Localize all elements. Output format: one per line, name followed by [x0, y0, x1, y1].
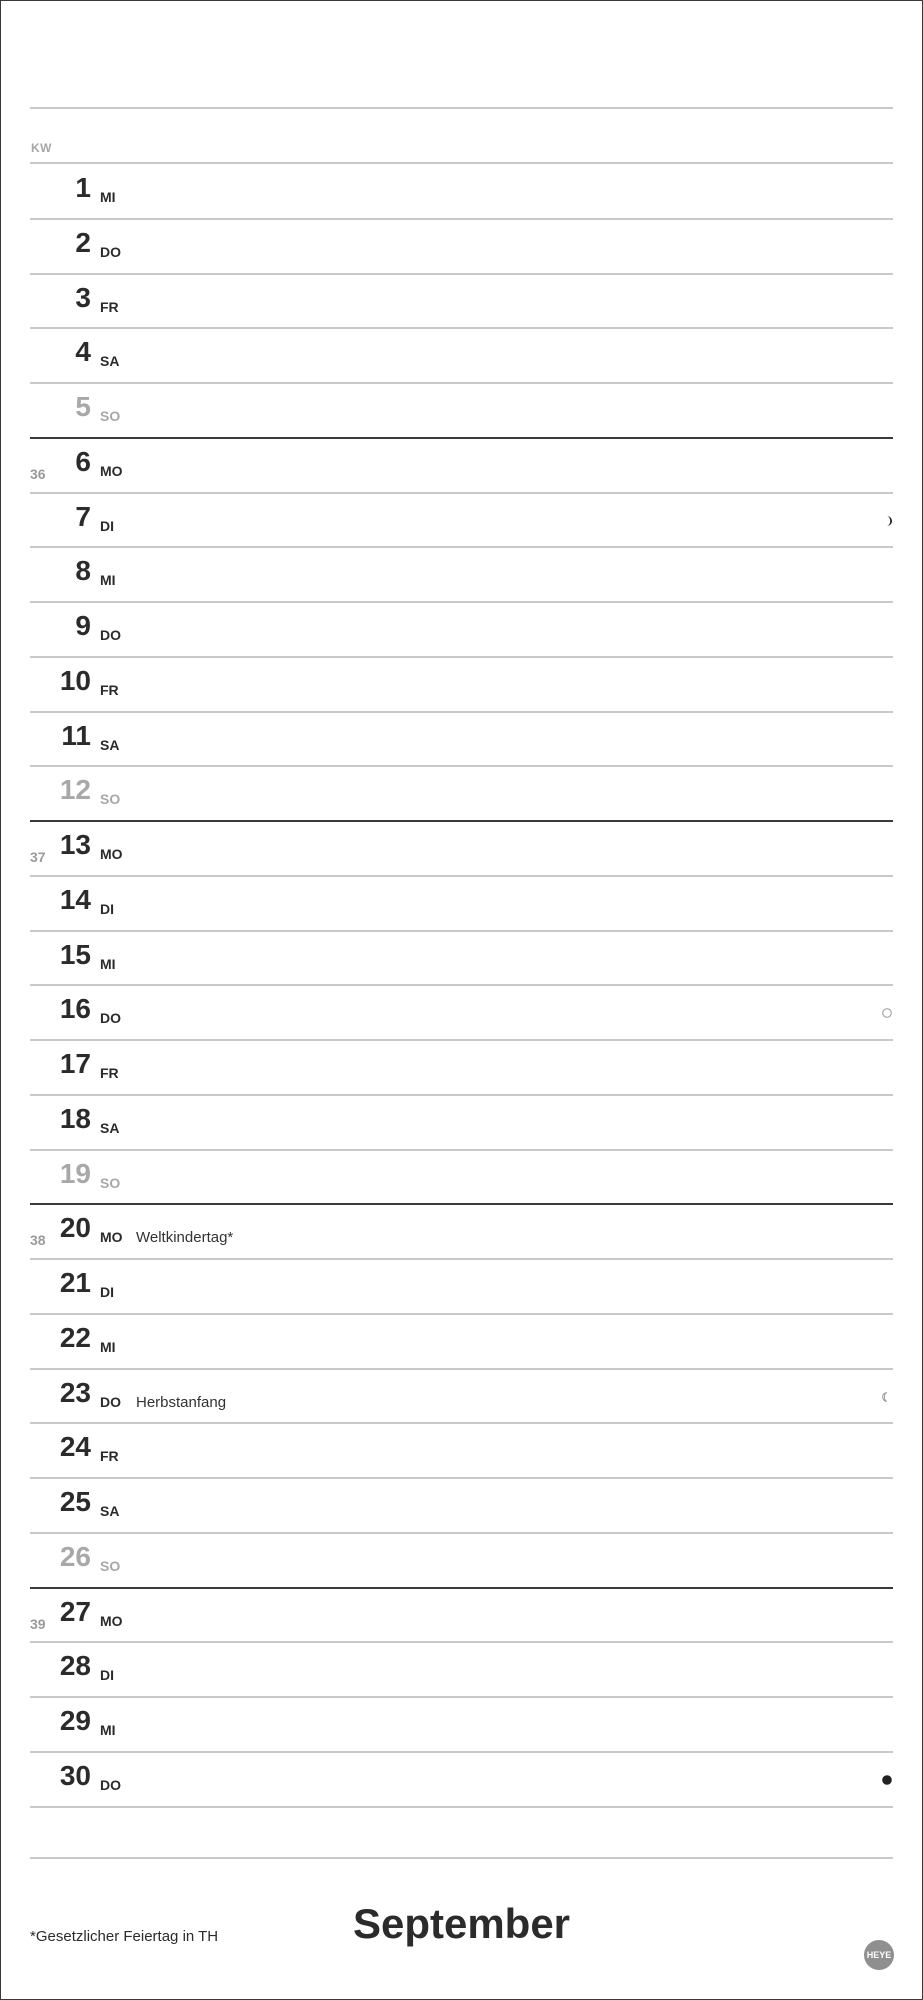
- heye-logo: HEYE: [864, 1940, 894, 1970]
- day-row: [0, 985, 923, 1040]
- day-number: 5: [75, 391, 91, 422]
- weekday-label: DI: [100, 1284, 114, 1300]
- day-number: 20: [59, 1212, 91, 1244]
- top-rule: [30, 107, 893, 109]
- day-row: [0, 547, 923, 602]
- weekday-label: MO: [100, 1229, 123, 1246]
- day-number: 17: [59, 1048, 91, 1079]
- day-number: 1: [75, 172, 91, 203]
- day-row: [0, 1478, 923, 1533]
- day-row: [0, 1642, 923, 1697]
- weekday-label: MI: [100, 955, 116, 972]
- weekday-label: MI: [100, 1722, 116, 1738]
- weekday-label: FR: [100, 298, 119, 315]
- last-quarter-moon-icon: [882, 1389, 892, 1399]
- day-row: [0, 1204, 923, 1259]
- holiday-footnote: *Gesetzlicher Feiertag in TH: [30, 1928, 219, 1945]
- day-number: 18: [59, 1102, 91, 1134]
- weekday-label: SA: [100, 736, 120, 753]
- day-number: 21: [59, 1267, 91, 1298]
- weekday-label: DO: [100, 1776, 121, 1793]
- week-number: 37: [30, 849, 46, 865]
- weekday-label: MO: [100, 1612, 123, 1629]
- day-row: [0, 657, 923, 712]
- day-number: 14: [59, 883, 91, 915]
- weekday-label: MI: [100, 189, 116, 205]
- day-row: [0, 328, 923, 383]
- full-moon-icon: [882, 1005, 892, 1015]
- day-row: [0, 219, 923, 274]
- weekday-label: SA: [100, 353, 120, 370]
- day-number: 4: [75, 336, 91, 368]
- day-row: [0, 1040, 923, 1095]
- week-number: 36: [30, 465, 46, 482]
- day-number: 28: [59, 1650, 91, 1682]
- day-note: Herbstanfang: [136, 1393, 227, 1411]
- weekday-label: MO: [100, 846, 123, 862]
- day-number: 24: [59, 1431, 91, 1463]
- day-number: 22: [59, 1321, 91, 1353]
- day-number: 27: [59, 1595, 91, 1627]
- weekday-label: DO: [100, 1393, 121, 1410]
- weekday-label: DI: [100, 900, 114, 917]
- day-number: 13: [59, 829, 91, 860]
- weekday-label: SO: [100, 1557, 121, 1574]
- kw-column-header: KW: [31, 141, 52, 155]
- weekday-label: DI: [100, 1667, 114, 1684]
- weekday-label: DI: [100, 517, 114, 534]
- day-number: 15: [59, 938, 91, 970]
- weekday-label: FR: [100, 1448, 119, 1465]
- day-number: 7: [75, 500, 91, 532]
- weekday-label: SA: [100, 1503, 120, 1519]
- day-number: 11: [61, 719, 91, 751]
- day-row: [0, 1314, 923, 1369]
- day-number: 30: [59, 1759, 91, 1791]
- weekday-label: SO: [100, 1174, 121, 1191]
- week-number: 38: [30, 1232, 46, 1249]
- month-title: September: [352, 1900, 571, 1947]
- day-row: [0, 876, 923, 931]
- day-row: [0, 602, 923, 657]
- day-number: 12: [59, 774, 91, 806]
- day-row: [0, 712, 923, 767]
- day-row: [0, 1752, 923, 1807]
- weekday-label: FR: [100, 681, 119, 698]
- day-row: [0, 766, 923, 821]
- day-number: 3: [75, 281, 91, 313]
- day-number: 19: [59, 1157, 91, 1189]
- day-row: [0, 1369, 923, 1424]
- weekday-label: DO: [100, 627, 121, 643]
- day-row: [0, 821, 923, 876]
- weekday-label: DO: [100, 243, 121, 260]
- weekday-label: SO: [100, 791, 121, 808]
- day-row: [0, 438, 923, 493]
- day-row: [0, 274, 923, 329]
- day-row: [0, 1150, 923, 1205]
- day-row: [0, 493, 923, 548]
- day-number: 25: [59, 1486, 91, 1517]
- day-number: 29: [59, 1705, 91, 1736]
- day-row: [0, 1259, 923, 1314]
- day-number: 8: [75, 555, 91, 587]
- day-row: [0, 1423, 923, 1478]
- weekday-label: MI: [100, 1338, 116, 1355]
- day-row: [0, 383, 923, 438]
- day-number: 6: [75, 445, 91, 477]
- day-number: 9: [75, 610, 91, 641]
- day-separator: [30, 1806, 893, 1808]
- day-note: Weltkindertag*: [136, 1229, 234, 1247]
- weekday-label: FR: [100, 1065, 119, 1081]
- day-row: [0, 1533, 923, 1588]
- weekday-label: SO: [100, 408, 121, 424]
- day-number: 26: [59, 1540, 91, 1572]
- weekday-label: DO: [100, 1010, 121, 1027]
- weekday-label: MO: [100, 462, 123, 479]
- first-quarter-moon-icon: [882, 513, 892, 523]
- day-row: [0, 164, 923, 219]
- weekday-label: MI: [100, 572, 116, 589]
- week-number: 39: [30, 1615, 46, 1632]
- day-row: [0, 931, 923, 986]
- day-number: 16: [59, 993, 91, 1025]
- day-number: 2: [75, 226, 91, 258]
- day-row: [0, 1095, 923, 1150]
- day-row: [0, 1588, 923, 1643]
- day-row: [0, 1697, 923, 1752]
- new-moon-icon: [882, 1772, 892, 1782]
- day-number: 10: [59, 664, 91, 696]
- weekday-label: SA: [100, 1119, 120, 1136]
- bottom-rule: [30, 1857, 893, 1859]
- day-number: 23: [59, 1376, 91, 1408]
